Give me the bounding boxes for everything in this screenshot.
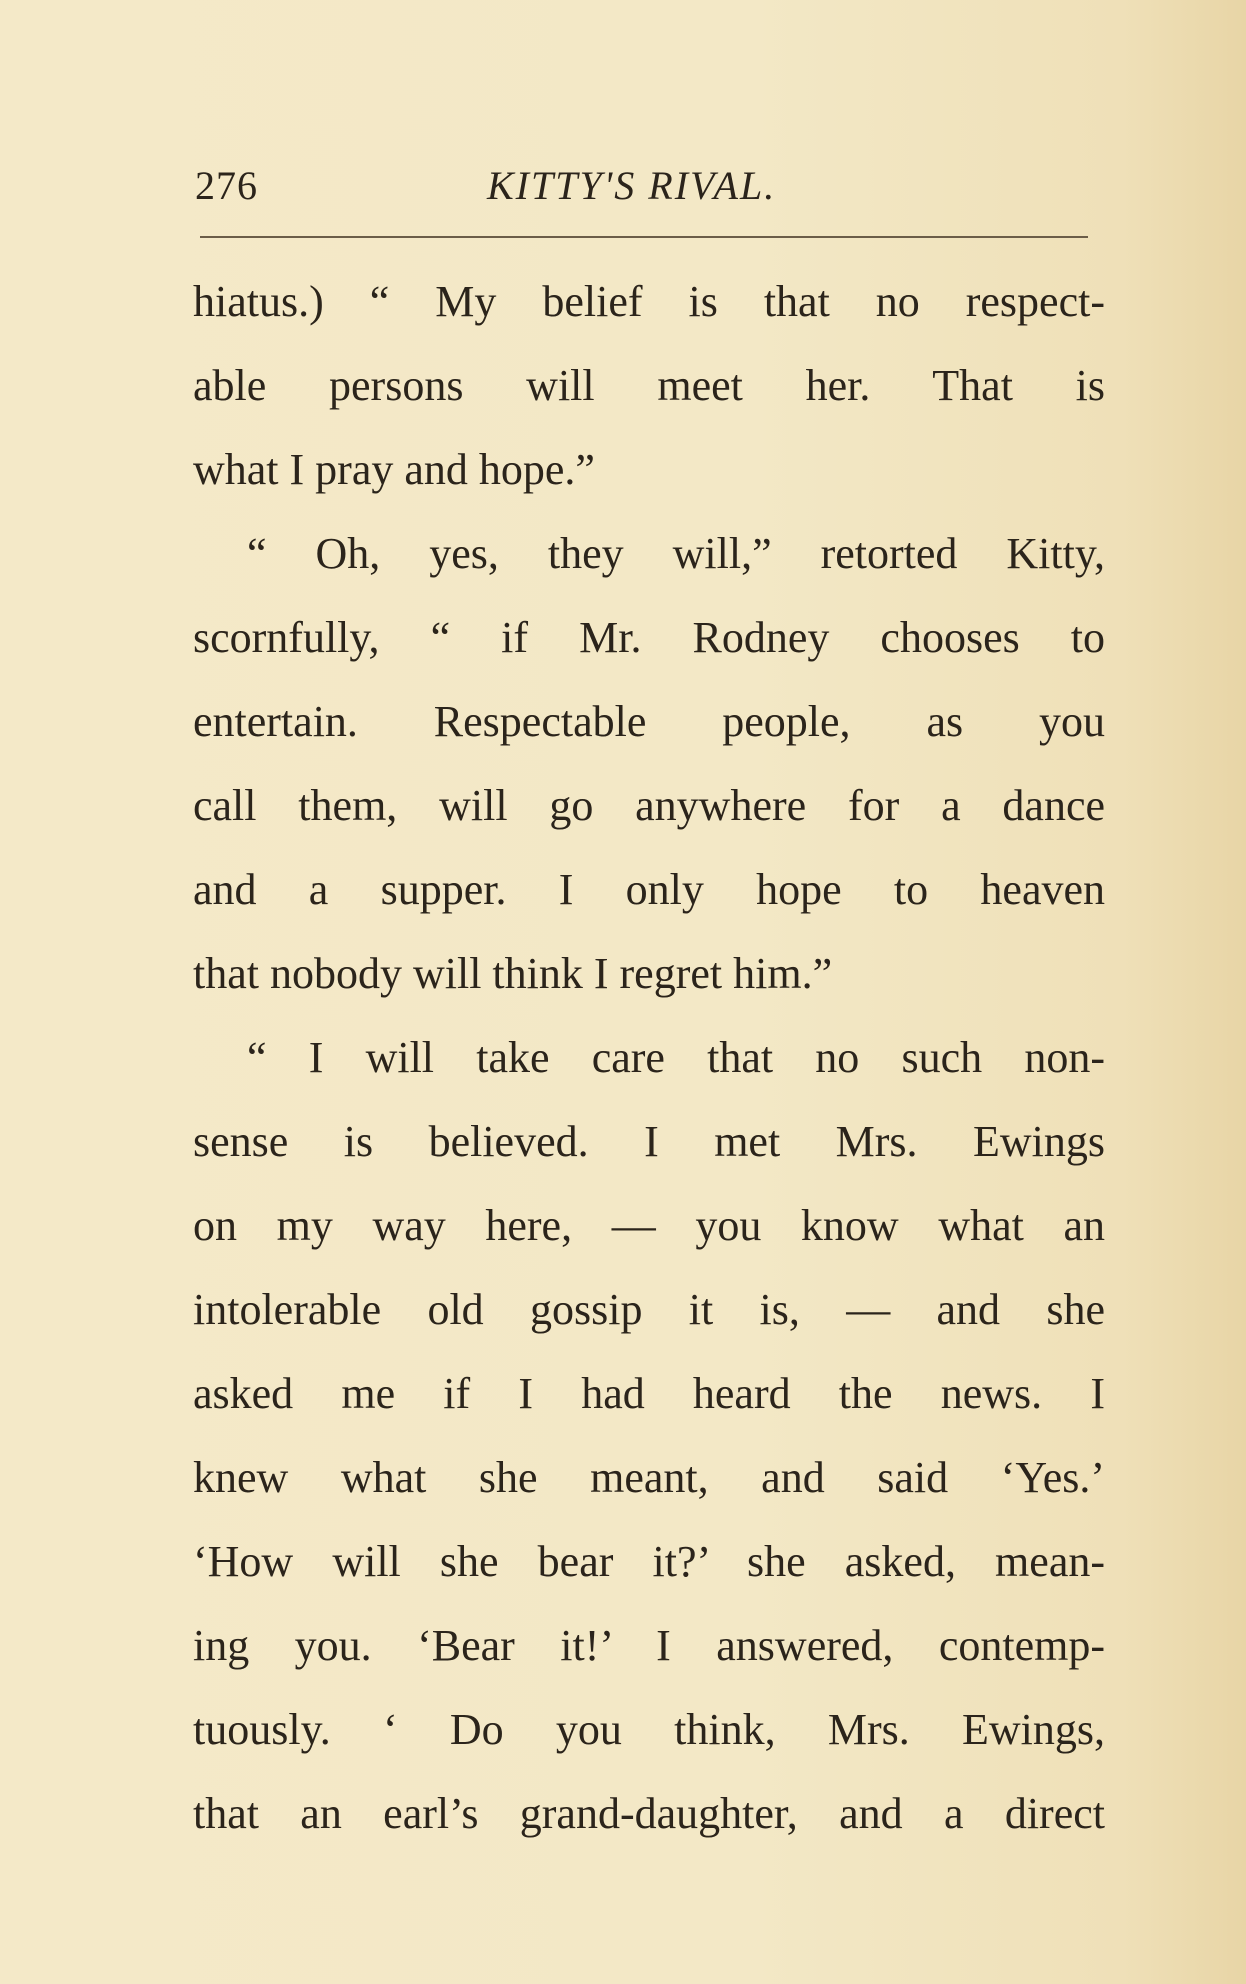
text-line: “ I will take care that no such non- [247,1033,1105,1082]
text-line: that nobody will think I regret him.” [193,949,833,998]
text-line: that an earl’s grand-daughter, and a direct [193,1789,1105,1838]
text-line: scornfully, “ if Mr. Rodney chooses to [193,613,1105,662]
text-line: on my way here, — you know what an [193,1201,1105,1250]
text-line: able persons will meet her. That is [193,361,1105,410]
text-line: “ Oh, yes, they will,” retorted Kitty, [247,529,1105,578]
text-line: and a supper. I only hope to heaven [193,865,1105,914]
body-text [193,260,1105,1856]
page-header [195,162,1095,212]
text-line: knew what she meant, and said ‘Yes.’ [193,1453,1105,1502]
running-title: KITTY'S RIVAL. [487,163,777,208]
header-rule [200,236,1088,238]
text-line: asked me if I had heard the news. I [193,1369,1105,1418]
text-line: ‘How will she bear it?’ she asked, mean- [193,1537,1105,1586]
text-line: hiatus.) “ My belief is that no respect- [193,277,1105,326]
text-line: entertain. Respectable people, as you [193,697,1105,746]
text-line: intolerable old gossip it is, — and she [193,1285,1105,1334]
text-line: what I pray and hope.” [193,445,595,494]
text-line: sense is believed. I met Mrs. Ewings [193,1117,1105,1166]
page-number: 276 [195,163,258,208]
text-line: ing you. ‘Bear it!’ I answered, contemp- [193,1621,1105,1670]
text-line: call them, will go anywhere for a dance [193,781,1105,830]
text-line: tuously. ‘ Do you think, Mrs. Ewings, [193,1705,1105,1754]
